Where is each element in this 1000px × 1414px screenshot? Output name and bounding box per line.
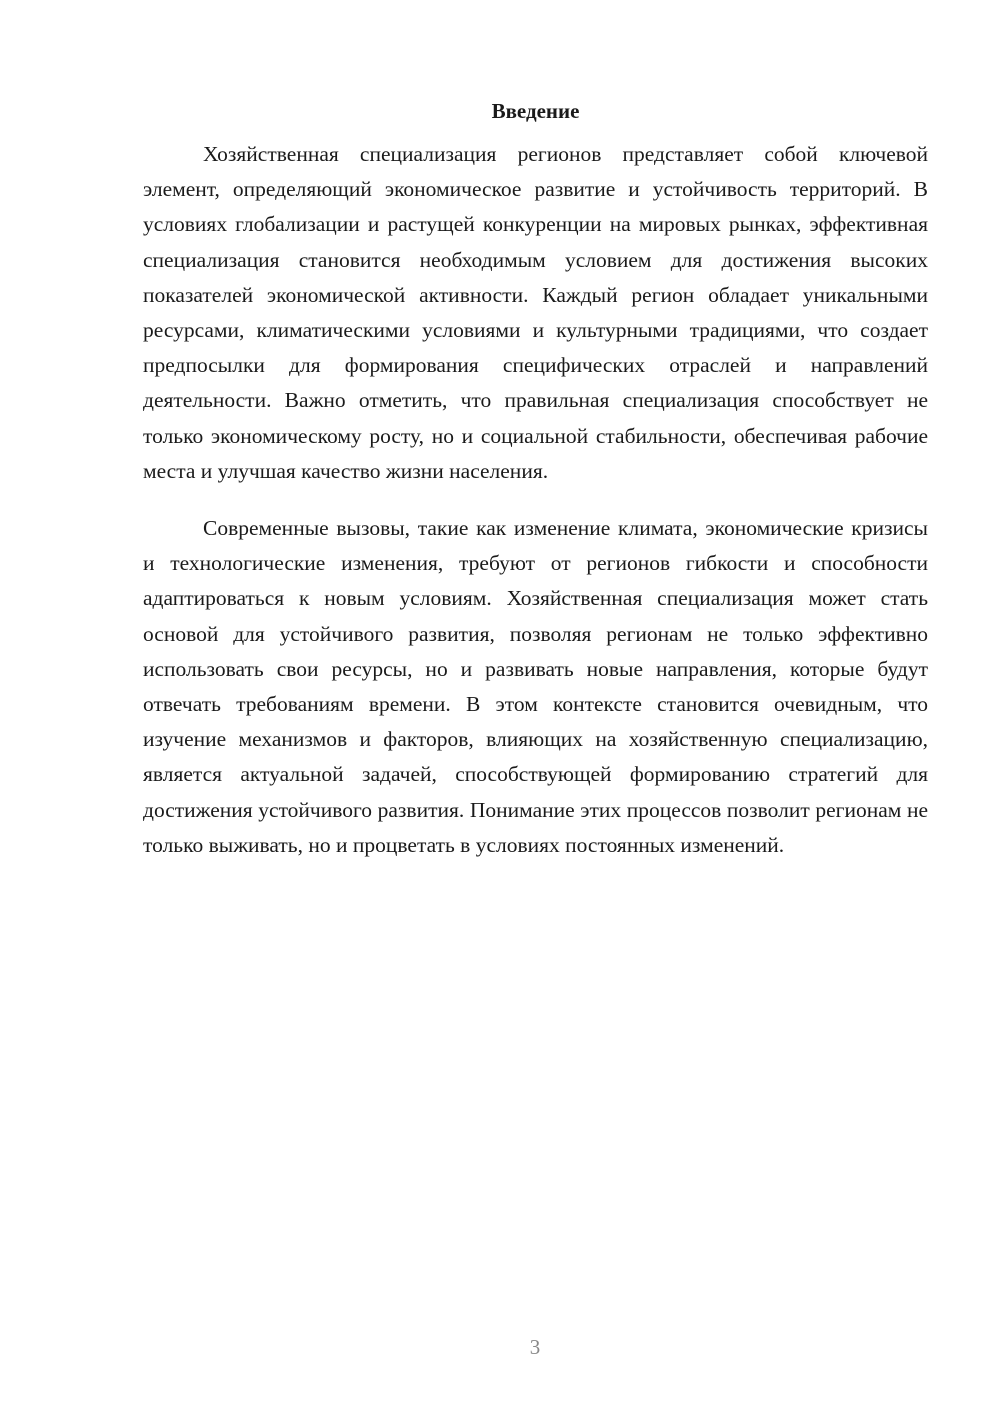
paragraph-1: Хозяйственная специализация регионов представляет собой ключевой элемент, определяющий экономическое развитие и устойчивость территорий. В условиях глобализации и растущей конкуренции на мировых рынках, эффективная специализация становится необходимым условием для достижения высоких показателей экономической активности. Каждый регион обладает уникальными ресурсами, климатическими условиями и культурными традициями, что создает предпосылки для формирования специфических отраслей и направлений деятельности. Важно отметить, что правильная специализация способствует не только экономическому росту, но и социальной стабильности, обеспечивая рабочие места и улучшая качество жизни населения. [143, 142, 928, 483]
section-heading: Введение [491, 99, 580, 123]
paragraph-2: Современные вызовы, такие как изменение климата, экономические кризисы и технологические изменения, требуют от регионов гибкости и способности адаптироваться к новым условиям. Хозяйственная специализация может стать основой для устойчивого развития, позволяя регионам не только эффективно использовать свои ресурсы, но и развивать новые направления, которые будут отвечать требованиям времени. В этом контексте становится очевидным, что изучение механизмов и факторов, влияющих на хозяйственную специализацию, является актуальной задачей, способствующей формированию стратегий для достижения устойчивого развития. Понимание этих процессов позволит регионам не только выживать, но и процветать в условиях постоянных изменений. [143, 516, 928, 857]
page-content [143, 95, 928, 863]
page-number: 3 [529, 1335, 541, 1359]
